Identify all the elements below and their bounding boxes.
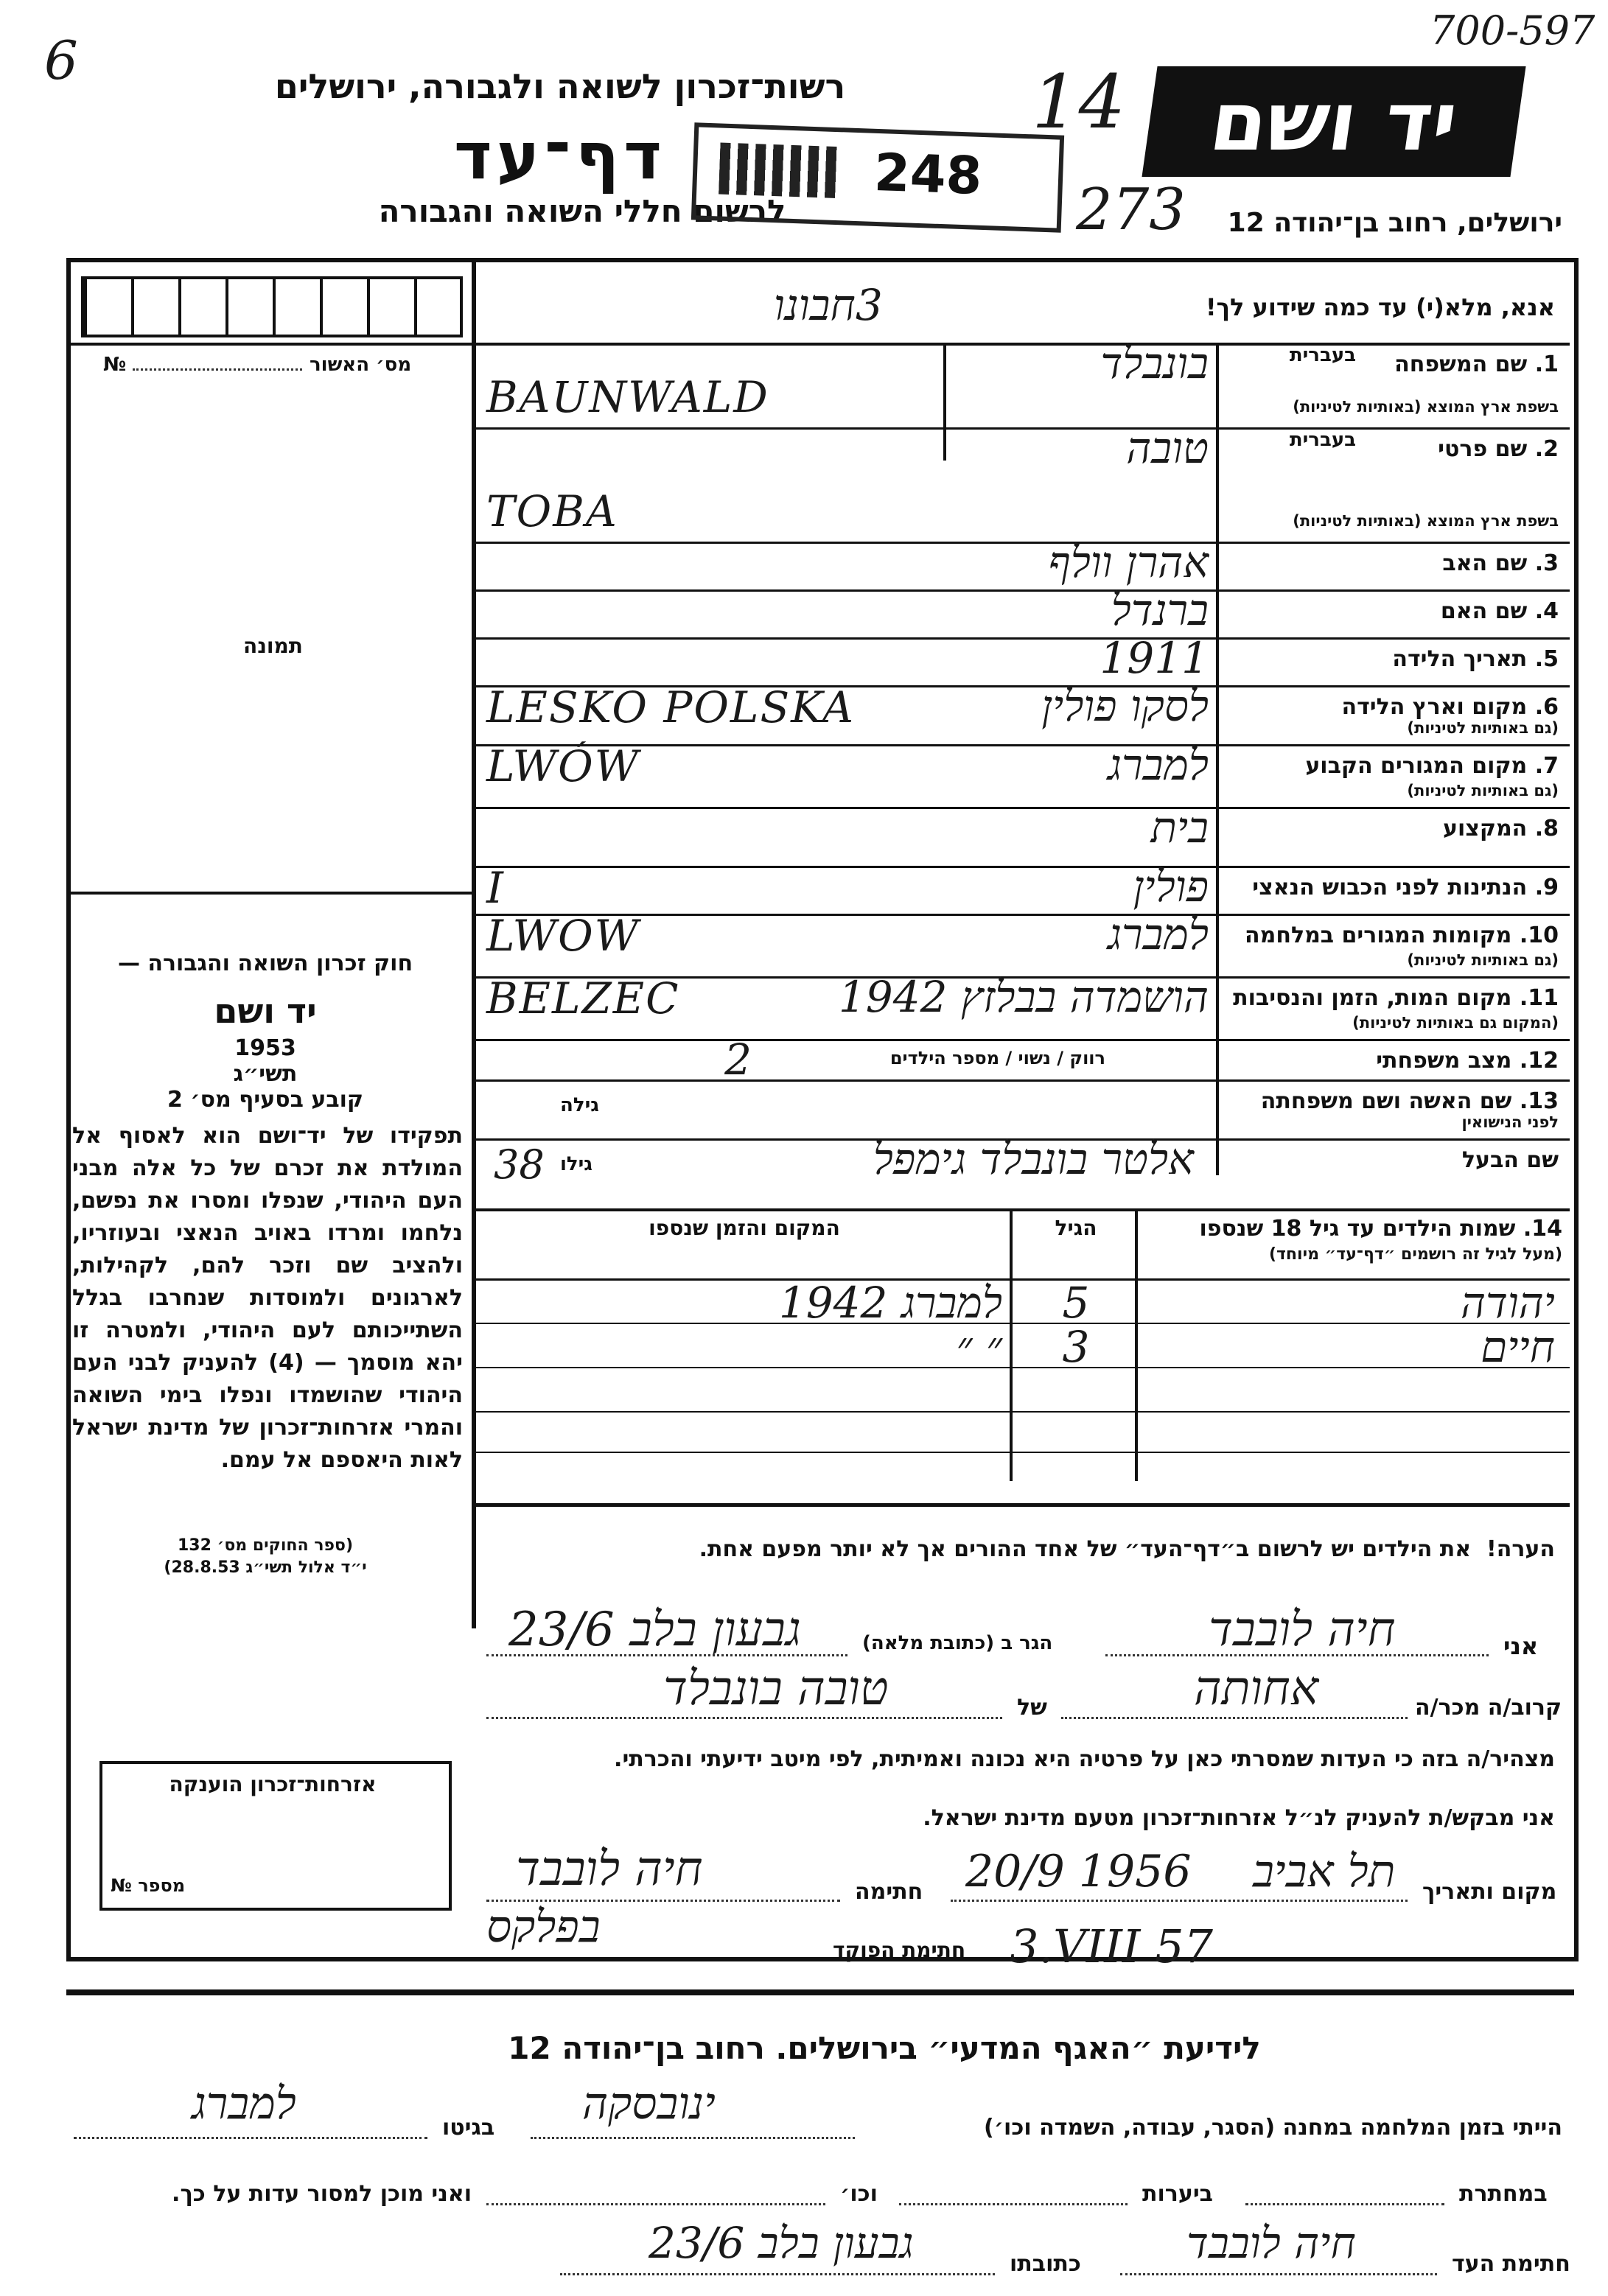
field-label: 10. מקומות המגורים במלחמה — [1245, 923, 1559, 948]
footer-line3-a: חתימת העד — [1452, 2251, 1570, 2277]
field-value-latin: BAUNWALD — [486, 372, 769, 422]
decl-address: גבעון בלב 23/6 — [508, 1603, 801, 1657]
law-year: 1953 — [234, 1035, 296, 1061]
law-name: יד ושם — [214, 991, 317, 1031]
handwritten-code: 273 — [1076, 177, 1186, 243]
address: ירושלים, רחוב בן־יהודה 12 — [1227, 208, 1562, 238]
decl-of: של — [1017, 1695, 1047, 1721]
field-sub-latin: בשפת ארץ המוצא (באותיות לטיניות) — [1293, 512, 1559, 530]
decl-of-name: טובה בונבלד — [663, 1662, 889, 1716]
children-title: שמות הילדים עד גיל 18 שנספו — [1199, 1216, 1516, 1242]
field-label: 4. שם האם — [1440, 598, 1559, 624]
footer-line2-d: ואני מוכן למסור עדות על כך. — [172, 2181, 472, 2207]
officer-date: 3.VIII 57 — [1010, 1919, 1214, 1973]
org-line: רשות־זכרון לשואה ולגבורה, ירושלים — [274, 66, 846, 106]
children-num: 14. — [1523, 1216, 1562, 1242]
note-text: את הילדים יש לרשום ב״דף־העד״ של אחד ההורים אך לא יותר מפעם אחת. — [699, 1536, 1472, 1562]
child-place: למברג 1942 — [778, 1278, 1002, 1328]
decl-relation: אחותה — [1194, 1662, 1319, 1716]
col-age: הגיל — [1055, 1216, 1097, 1240]
place-val: תל אביב — [1253, 1846, 1396, 1897]
top-prompt: אנא, מלא(י) עד כמה שידוע לך! — [1205, 293, 1555, 321]
field-note: (גם באותיות לטיניות) — [1407, 719, 1559, 737]
footer-line1-a: הייתי בזמן המלחמה במחנה (הסגר, עבודה, השמדה וכו׳) — [984, 2115, 1562, 2141]
decl-declare: מצהיר/ה בזה כי העדות שמסרתי כאן על פרטיה היא נכונה ואמיתית, לפי מיטב ידיעתי והכרתי. — [614, 1746, 1555, 1772]
field-value-latin: LWÓW — [486, 741, 640, 791]
field-value-hebrew: 1911 — [1100, 633, 1209, 683]
field-label: 12. מצב משפחתי — [1376, 1048, 1559, 1074]
field-label: 9. הנתינות לפני הכבוש הנאצי — [1252, 875, 1559, 900]
footer-line3-val2: גבעון בלב 23/6 — [649, 2218, 914, 2268]
field-value-hebrew: טובה — [1126, 423, 1209, 473]
field-label: 6. מקום וארץ הלידה — [1341, 694, 1559, 720]
top-hand: 3חבונו — [774, 280, 883, 330]
place-date-label: מקום ותאריך — [1422, 1879, 1557, 1905]
field-age-value: 38 — [494, 1141, 545, 1188]
field-label: 1. שם המשפחה — [1394, 351, 1559, 377]
footer-line1-b: בגיטו — [442, 2115, 495, 2141]
child-age: 5 — [1062, 1278, 1090, 1328]
children-note: (מעל לגיל זה רושמים ״דף־עד״ מיוחד) — [1268, 1245, 1562, 1264]
citizenship-title: אזרחות־זכרון הוענקה — [169, 1772, 377, 1796]
footer-line1-val2: למברג — [192, 2078, 296, 2129]
field-note: (גם באותיות לטיניות) — [1407, 782, 1559, 799]
sig-val: חיה לובבד — [516, 1842, 703, 1897]
child-name: יהודה — [1461, 1278, 1555, 1328]
field-value-hebrew: בונבלד — [1100, 338, 1209, 388]
decl-name: חיה לובבד — [1209, 1603, 1396, 1657]
children-header — [1150, 1216, 1562, 1242]
footer-line2-c: וכו׳ — [840, 2181, 878, 2207]
field-value-latin: BELZEC — [486, 973, 680, 1023]
date-val: 20/9 1956 — [965, 1846, 1192, 1897]
note-line — [479, 1536, 1555, 1562]
field-sub-latin: בשפת ארץ המוצא (באותיות לטיניות) — [1293, 398, 1559, 416]
field-sub-hebrew: בעברית — [1289, 429, 1356, 451]
field-value-hebrew: אהרן וולף — [1048, 537, 1209, 587]
footer-line3-val: חיה לובבד — [1186, 2218, 1356, 2268]
footer-title: לידיעת ״האגף המדעי״ בירושלים. רחוב בן־יהודה 12 — [508, 2030, 1261, 2066]
sig-label: חתימה — [855, 1879, 923, 1905]
field-value-hebrew: למברג — [1107, 909, 1209, 959]
field-value-latin: TOBA — [486, 486, 618, 536]
law-title: חוק זכרון השואה והגבורה — — [117, 951, 413, 976]
field-note: (המקום גם באותיות לטיניות) — [1352, 1014, 1559, 1032]
approval-no: № — [103, 354, 127, 376]
logo-text: יד ושם — [1204, 74, 1464, 169]
field-value-latin: LESKO POLSKA — [486, 682, 856, 732]
field-value-hebrew: למברג — [1107, 740, 1209, 790]
decl-ani: אני — [1503, 1632, 1539, 1660]
officer-sig: בפלקס — [486, 1901, 601, 1953]
decl-resides: הגר ב (כתובת מלאה) — [862, 1632, 1053, 1654]
corner-mark: 6 — [44, 29, 78, 91]
archive-number: 700-597 — [1430, 7, 1595, 54]
field-label: 5. תאריך הלידה — [1392, 646, 1559, 672]
citizenship-no: מספר № — [111, 1875, 186, 1896]
field-value-hebrew: בית — [1150, 802, 1209, 853]
photo-label: תמונה — [243, 634, 303, 658]
field-value-latin: I — [486, 863, 505, 913]
field-value-hebrew: ברנדל — [1111, 585, 1209, 635]
file-mark: 14 — [1032, 59, 1126, 145]
decl-request: אני מבקש/ת להעניק לנ״ל אזרחות־זכרון מטעם מדינת ישראל. — [923, 1805, 1555, 1831]
yad-vashem-logo — [1142, 66, 1525, 177]
field-label: 7. מקום המגורים הקבוע — [1305, 753, 1559, 779]
law-ref-2: י״ד אלול תשי״ג 28.8.53) — [164, 1558, 367, 1577]
field-label: 11. מקום המות, הזמן והנסיבות — [1233, 985, 1559, 1011]
field-age-label: גילה — [560, 1094, 599, 1116]
col-place: המקום והזמן שנספו — [649, 1216, 840, 1240]
field-value-latin: LWOW — [486, 911, 640, 961]
field-value-hebrew: אלטר בונבלד גימפל — [873, 1134, 1194, 1184]
field-label: 3. שם האב — [1442, 550, 1559, 576]
archive-stamp — [691, 122, 1064, 232]
law-section: קובע בסעיף מס׳ 2 — [167, 1087, 364, 1113]
field-label: שם הבעל — [1461, 1147, 1559, 1173]
child-age: 3 — [1062, 1322, 1090, 1372]
note-label: הערה! — [1486, 1536, 1555, 1562]
footer-line1-val: ינובסקה — [582, 2078, 716, 2129]
field-label: 13. שם האשה ושם משפחתה — [1260, 1088, 1559, 1114]
law-ref-1: (ספר החוקים מס׳ 132 — [177, 1536, 354, 1555]
form-title: דף־עד — [454, 118, 666, 194]
footer-line2-b: ביערות — [1142, 2181, 1213, 2207]
decl-relative: קרוב/ה מכר/ה — [1415, 1695, 1562, 1721]
field-age-label: גילו — [560, 1153, 592, 1175]
form-subtitle: לרשום חללי השואה והגבורה — [378, 193, 786, 229]
law-hebyear: תשי״ג — [233, 1061, 298, 1087]
field-sub-hebrew: בעברית — [1289, 344, 1356, 366]
field-note: לפני הנישואין — [1461, 1113, 1559, 1131]
field-value-hebrew: לסקו פולין — [1041, 681, 1209, 731]
officer-label: חתימת הפוקד — [833, 1938, 966, 1962]
footer-line3-b: כתובתו — [1010, 2251, 1081, 2277]
approval-label: מס׳ האשור — [310, 354, 412, 376]
field-value-hebrew: הושמדה בבלזץ 1942 — [838, 972, 1209, 1022]
stamp-number: 248 — [873, 141, 983, 206]
child-name: חיים — [1481, 1322, 1555, 1372]
id-boxes — [81, 276, 463, 337]
child-place: ״ ״ — [956, 1322, 1002, 1372]
footer-line2-a: במחתרת — [1459, 2181, 1548, 2207]
field-printed: רווק / נשוי / מספר הילדים — [889, 1048, 1105, 1068]
field-label: 8. המקצוע — [1442, 816, 1559, 841]
field-note: (גם באותיות לטיניות) — [1407, 951, 1559, 969]
field-value-hebrew: 2 — [724, 1035, 752, 1085]
field-value-hebrew: פולין — [1133, 861, 1209, 911]
law-text: תפקידו של יד־ושם הוא לאסוף אל המולדת את זכרם של כל אלה מבני העם היהודי, שנפלו ומסרו את נפשם, נלחמו ומרדו באויב הנאצי ובעוזריו, ולהציב שם וזכר להם, לקהילות, לארגונים ולמוסדות שנחרבו בגלל השתייכותם לעם היהודי, ולמטרה זו יהא מוסמך — (4) להעניק לבני העם היהודי שהושמדו ונפלו בימי השואה והמרי אזרחות־זכרון של מדינת ישראל לאות היאספם אל עמם. — [72, 1123, 464, 1473]
field-label: 2. שם פרטי — [1438, 436, 1559, 462]
